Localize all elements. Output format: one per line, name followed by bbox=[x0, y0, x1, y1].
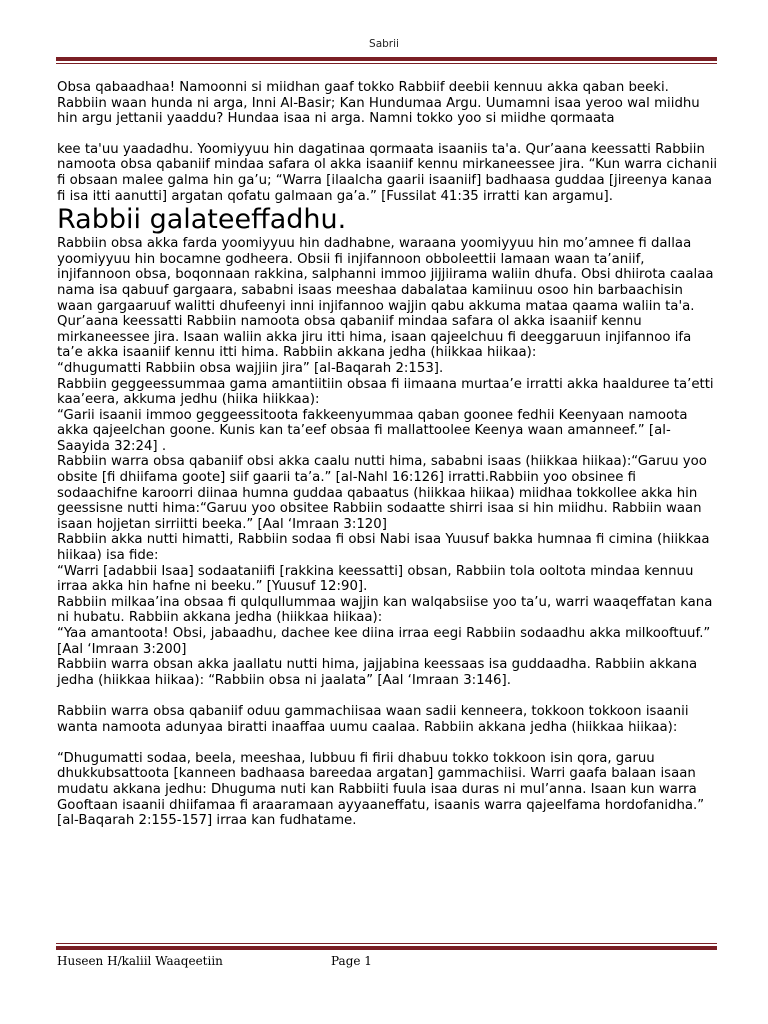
section-heading: Rabbii galateeffadhu. bbox=[57, 204, 347, 236]
document-body bbox=[57, 80, 719, 829]
body-paragraph: Rabbiin warra obsan akka jaallatu nutti hima, jajjabina keessaas isa guddaadha. Rabbiin akkana jedha (hiikkaa hiikaa): “Rabbiin obsa ni jaalata” [Aal ‘Imraan 3:146]. bbox=[57, 657, 698, 688]
body-paragraph: “Yaa amantoota! Obsi, jabaadhu, dachee kee diina irraa eegi Rabbiin sodaadhu akka milkooftuuf.” [Aal ‘Imraan 3:200] bbox=[57, 626, 711, 657]
end-paragraph-1: Rabbiin warra obsa qabaniif oduu gammachiisaa waan sadii kenneera, tokkoon tokkoon isaanii wanta namoota adunyaa biratti inaaffaa uumu caalaa. Rabbiin akkana jedha (hiikkaa hiikaa): bbox=[57, 703, 689, 735]
footer-rule-thin bbox=[56, 943, 717, 944]
end-paragraph-2: “Dhugumatti sodaa, beela, meeshaa, lubbuu fi firii dhabuu tokko tokkoon isin qora, garuu dhukkubsattoota [kanneen badhaasa bareedaa argatan] gammachiisi. Warri gaafa balaan isaan mudatu akkana jedhu: Dhuguma nuti kan Rabbiiti fuula isaa duras ni mul’anna. Isaan kun warra Gooftaan isaanii dhiifamaa fi araaramaan ayyaaneffatu, isaanis warra qajeelfama hordofanidha.” [al-Baqarah 2:155-157] irraa kan fudhatame. bbox=[57, 750, 705, 829]
body-paragraph: Rabbiin warra obsa qabaniif obsi akka caalu nutti hima, sababni isaas (hiikkaa hiikaa):“Garuu yoo obsite [fi dhiifama goote] siif gaarii ta’a.” [al-Nahl 16:126] irratti.Rabbiin yoo obsinee fi sodaachifne karoorri diinaa humna guddaa qabaatus (hiikkaa hiikaa) miidhaa tokkollee akka hin geessisne nutti hima:“Garuu yoo obsitee Rabbiin sodaatte shirri isaa si hin miidhu. Rabbiin waan isaan hojjetan sirriitti beeka.” [Aal ‘Imraan 3:120] bbox=[57, 454, 707, 532]
header-rule-thick bbox=[56, 57, 717, 61]
footer-author: Huseen H/kaliil Waaqeetiin bbox=[57, 954, 223, 968]
body-paragraph: “Warri [adabbii Isaa] sodaataniifi [rakkina keessatti] obsan, Rabbiin tola ooltota mindaa kennuu irraa akka hin hafne ni beeku.” [Yuusuf 12:90]. bbox=[57, 563, 694, 595]
body-paragraph: “dhugumatti Rabbiin obsa wajjiin jira” [al-Baqarah 2:153]. bbox=[57, 360, 444, 376]
header-rule-thin bbox=[56, 63, 717, 64]
footer-rule-thick bbox=[56, 946, 717, 950]
body-paragraph: Qur’aana keessatti Rabbiin namoota obsa qabaniif mindaa safara ol akka isaaniif kennu mirkaneessee jira. Isaan waliin akka jiru itti hima, isaan qajeelchuu fi deeggaruun injifannoo ifa ta’e akka isaaniif kennu itti hima. Rabbiin akkana jedha (hiikkaa hiikaa): bbox=[57, 314, 692, 361]
body-paragraph: Rabbiin geggeessummaa gama amantiitiin obsaa fi iimaana murtaa’e irratti akka haalduree ta’etti kaa’eera, akkuma jedhu (hiika hiikkaa): bbox=[57, 376, 714, 408]
intro-paragraph-1: Obsa qabaadhaa! Namoonni si miidhan gaaf tokko Rabbiif deebii kennuu akka qaban beeki. Rabbiin waan hunda ni arga, Inni Al-Basir; Kan Hundumaa Argu. Uumamni isaa yeroo wal miidhu hin argu jettanii yaaddu? Hundaa isaa ni arga. Namni tokko yoo si miidhe qormaata bbox=[57, 80, 700, 127]
page-number: Page 1 bbox=[331, 954, 372, 968]
body-paragraph: Rabbiin milkaa’ina obsaa fi qulqullummaa wajjin kan walqabsiise yoo ta’u, warri waaqeffatan kana ni hubatu. Rabbiin akkana jedha (hiikkaa hiikaa): bbox=[57, 594, 713, 626]
intro-paragraph-2: kee ta'uu yaadadhu. Yoomiyyuu hin dagatinaa qormaata isaaniis ta'a. Qur’aana keessatti Rabbiin namoota obsa qabaniif mindaa safara ol akka isaaniif kennu mirkaneessee jira. “Kun warra cichanii fi obsaan malee galma hin ga’u; “Warra [ilaalcha gaarii isaaniif] badhaasa guddaa [jireenya kanaa fi isa itti aanutti] argatan qofatu galmaan ga’a.” [Fussilat 41:35 irratti kan argamu]. bbox=[57, 141, 718, 204]
body-paragraph: Rabbiin obsa akka farda yoomiyyuu hin dadhabne, waraana yoomiyyuu hin mo’amnee fi dallaa yoomiyyuu hin bocamne godheera. Obsii fi injifannoon obboleettii lamaan waan ta’aniif, injifannoon obsa, boqonnaan rakkina, salphanni immoo jijjiirama waliin dhufa. Obsi dhiirota caalaa nama isa qabuuf gargaara, sababni isaas meeshaa dabalataa kamiinuu osoo hin barbaachisin waan gargaaruuf walitti dhufeenyi inni injifannoo wajjin qabu akkuma mataa qaama waliin ta'a. bbox=[57, 236, 714, 314]
body-paragraph: Rabbiin akka nutti himatti, Rabbiin sodaa fi obsi Nabi isaa Yuusuf bakka humnaa fi cimina (hiikkaa hiikaa) isa fide: bbox=[57, 532, 710, 564]
body-paragraph: “Garii isaanii immoo geggeessitoota fakkeenyummaa qaban goonee fedhii Keenyaan namoota akka qajeelchan goone. Kunis kan ta’eef obsaa fi mallattoolee Keenya waan amanneef.” [al-Saayida 32:24] . bbox=[57, 407, 688, 454]
header-title: Sabrii bbox=[369, 38, 399, 50]
